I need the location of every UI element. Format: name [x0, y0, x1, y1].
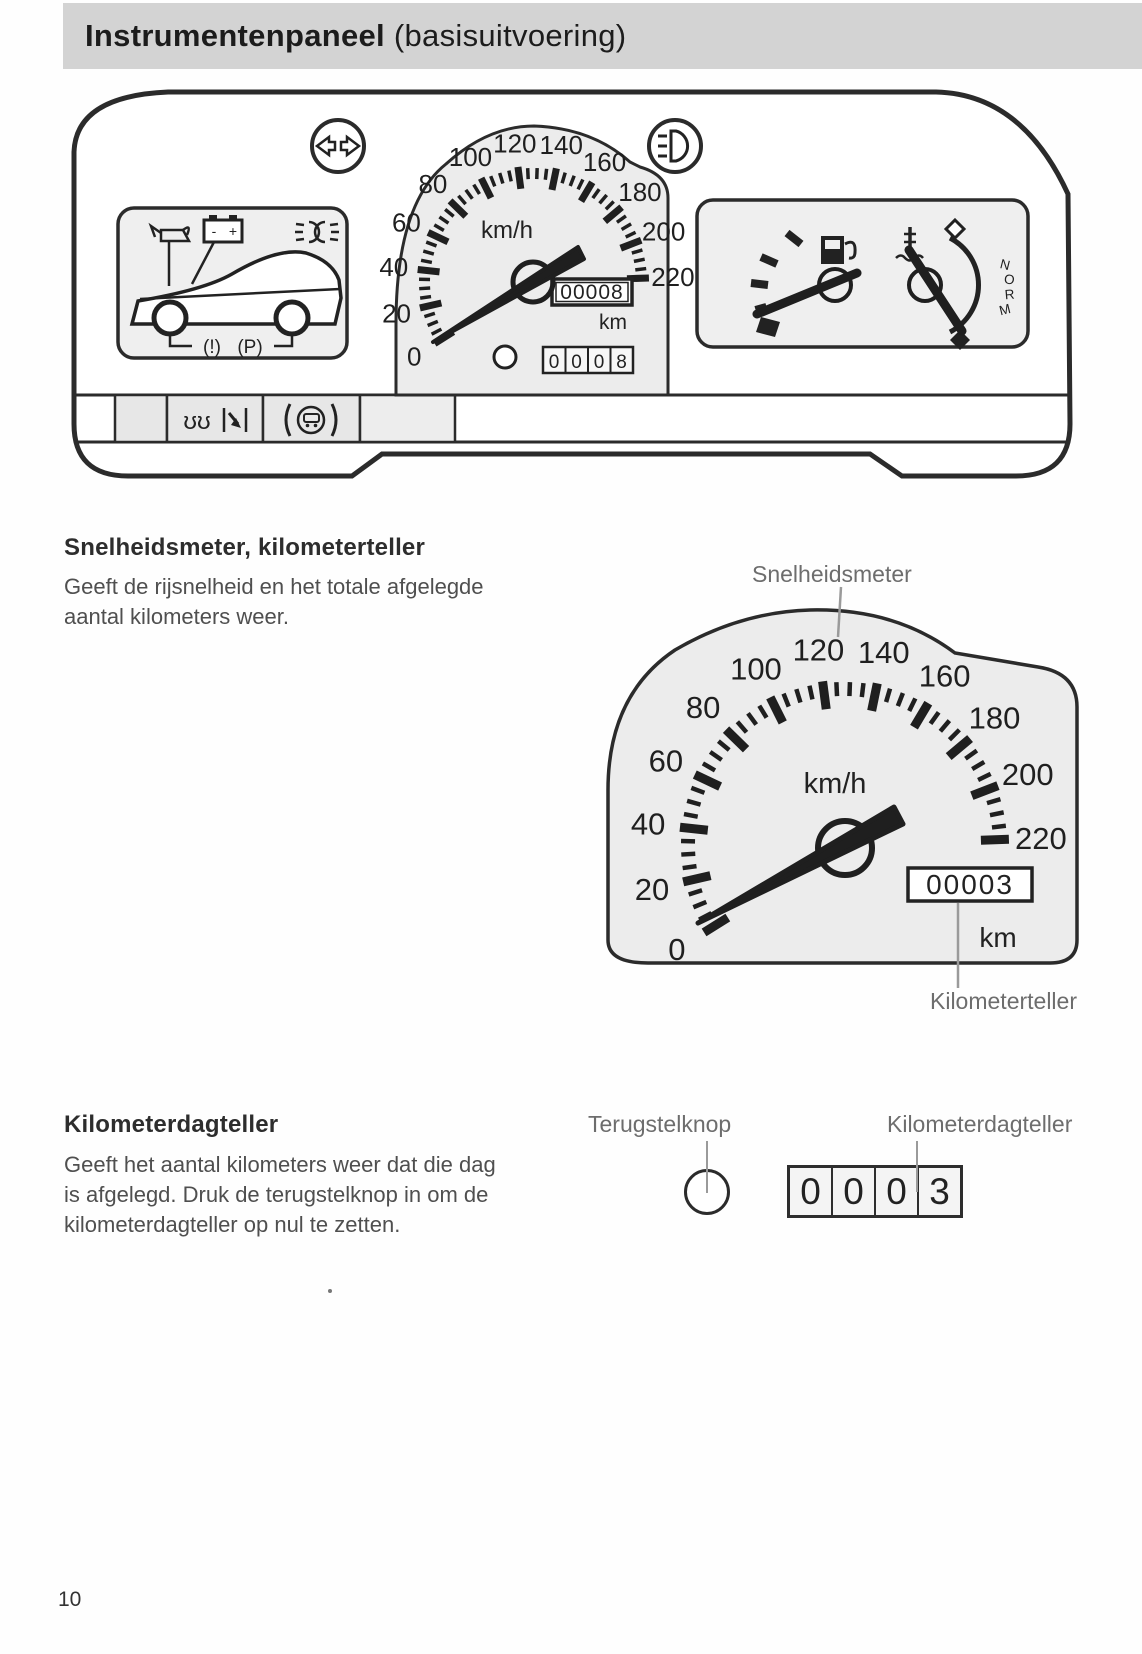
trip-digit: 3 — [929, 1170, 950, 1212]
instrument-cluster-figure — [64, 86, 1078, 486]
reset-button-callout-label: Terugstelknop — [588, 1111, 732, 1137]
svg-text:ʊʊ: ʊʊ — [183, 408, 211, 435]
section-trip-heading: Kilometerdagteller — [64, 1111, 279, 1138]
svg-text:220: 220 — [1015, 820, 1067, 856]
cluster-reset-knob — [494, 346, 516, 368]
svg-text:80: 80 — [685, 690, 721, 726]
svg-text:R: R — [1004, 286, 1016, 303]
odometer-callout-label: Kilometerteller — [930, 988, 1077, 1014]
trip-counter-callout-label: Kilometerdagteller — [887, 1111, 1073, 1137]
turn-signal-icon — [312, 120, 364, 172]
body-line: is afgelegd. Druk de terugstelknop in om de — [64, 1182, 489, 1207]
page-header — [63, 3, 1142, 69]
strip-cell-blank-right — [360, 395, 455, 442]
svg-text:60: 60 — [648, 743, 684, 779]
strip-cell-warning — [263, 395, 360, 442]
svg-text:160: 160 — [918, 658, 971, 694]
svg-text:20: 20 — [634, 871, 670, 907]
warning-panel — [118, 208, 347, 358]
cluster-trip-digit: 0 — [593, 352, 605, 373]
svg-text:100: 100 — [448, 141, 493, 172]
svg-text:0: 0 — [668, 932, 686, 968]
svg-text:N: N — [998, 256, 1012, 274]
strip-cell-defrost — [167, 395, 263, 442]
high-beam-icon — [649, 120, 701, 172]
trip-counter-callout-line — [916, 1141, 918, 1192]
page-number: 10 — [58, 1588, 82, 1611]
svg-text:O: O — [1003, 271, 1016, 288]
cluster-trip-digit: 0 — [571, 352, 582, 373]
speedometer-figure — [560, 555, 1120, 1010]
cluster-odometer-value: 00008 — [560, 281, 624, 304]
brake-warning-label: (!) — [203, 337, 221, 358]
scan-speck — [328, 1289, 332, 1293]
svg-text:180: 180 — [968, 700, 1021, 736]
section-speedometer-body — [64, 572, 484, 632]
svg-text:-: - — [211, 223, 217, 239]
svg-text:80: 80 — [418, 169, 448, 200]
svg-text:200: 200 — [1001, 756, 1054, 792]
svg-text:M: M — [997, 300, 1013, 319]
park-brake-label: (P) — [237, 337, 263, 358]
odometer-value: 00003 — [926, 869, 1014, 900]
speedometer-callout-label: Snelheidsmeter — [752, 561, 912, 587]
cluster-trip-digit: 8 — [616, 352, 627, 373]
cluster-odometer-unit: km — [599, 311, 627, 334]
cluster-trip-counter — [543, 347, 633, 373]
body-line: Geeft de rijsnelheid en het totale afgelegde — [64, 574, 484, 599]
speedo-unit: km/h — [803, 768, 867, 800]
svg-text:0: 0 — [407, 341, 422, 372]
page-title — [85, 18, 626, 54]
svg-text:40: 40 — [630, 806, 666, 842]
trip-digit: 0 — [833, 1168, 876, 1215]
svg-text:160: 160 — [582, 146, 627, 177]
odometer-unit: km — [979, 922, 1017, 953]
cluster-speedo-unit: km/h — [480, 217, 534, 244]
svg-text:220: 220 — [651, 262, 695, 293]
svg-text:100: 100 — [730, 651, 782, 687]
page-title-rest: (basisuitvoering) — [384, 18, 627, 53]
svg-text:20: 20 — [382, 298, 411, 329]
svg-text:120: 120 — [493, 128, 537, 159]
svg-text:120: 120 — [792, 632, 845, 668]
body-line: kilometerdagteller op nul te zetten. — [64, 1212, 401, 1237]
section-trip-body — [64, 1150, 496, 1240]
cluster-trip-digit: 0 — [548, 352, 560, 373]
trip-counter — [787, 1165, 963, 1218]
svg-text:140: 140 — [539, 129, 583, 160]
svg-text:140: 140 — [857, 634, 910, 670]
section-speedometer-heading: Snelheidsmeter, kilometerteller — [64, 534, 426, 561]
svg-text:200: 200 — [641, 216, 686, 247]
reset-button-callout-line — [706, 1141, 708, 1193]
svg-text:180: 180 — [618, 176, 662, 207]
svg-text:+: + — [228, 223, 238, 239]
page-title-bold: Instrumentenpaneel — [85, 18, 385, 53]
body-line: Geeft het aantal kilometers weer dat die dag — [64, 1152, 496, 1177]
trip-digit: 0 — [876, 1168, 919, 1215]
body-line: aantal kilometers weer. — [64, 604, 289, 629]
trip-digit: 0 — [790, 1168, 833, 1215]
svg-text:60: 60 — [391, 207, 421, 238]
svg-text:40: 40 — [379, 252, 409, 283]
indicator-strip — [115, 395, 455, 442]
fuel-temp-panel — [697, 200, 1028, 350]
strip-cell-blank-left — [115, 395, 167, 442]
